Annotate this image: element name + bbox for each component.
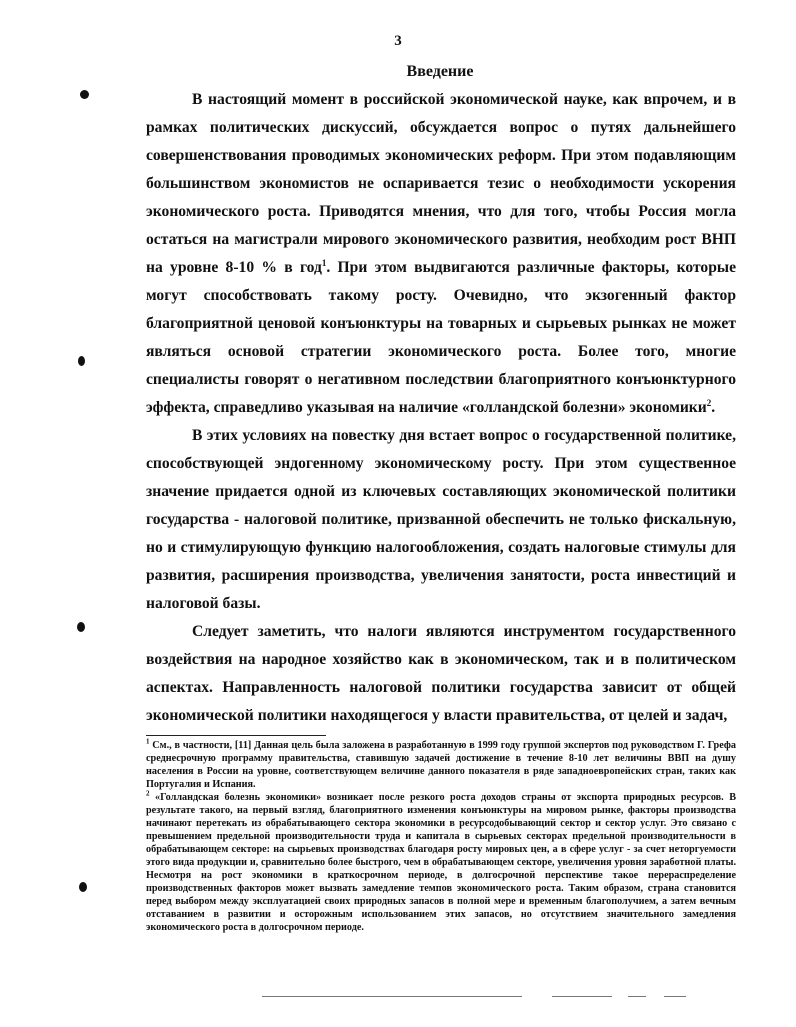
- page-number: 3: [394, 33, 402, 49]
- binding-hole-mark: [80, 90, 89, 99]
- footnote-1: [146, 739, 736, 791]
- paragraph-2: В этих условиях на повестку дня встает вопрос о государственной политике, способствующей эндогенному экономическому росту. При этом существенное значение придается одной из ключевых составляющих экономической политики государства - налоговой политике, призванной обеспечить не только фискальную, но и стимулирующую функцию налогообложения, создать налоговые стимулы для развития, расширения производства, увеличения занятости, роста инвестиций и налоговой базы.: [146, 427, 736, 612]
- page-title: Введение: [406, 63, 474, 80]
- paragraph-1-text-middle: . При этом выдвигаются различные факторы, которые могут способствовать такому росту. Очевидно, что экзогенный фактор благоприятной ценовой конъюнктуры на товарных и сырьевых рынках не может являться основой стратегии экономического роста. Более того, многие специалисты говорят о негативном последствии благоприятного конъюнктурного эффекта, справедливо указывая на наличие «голландской болезни» экономики: [146, 259, 736, 416]
- main-text: [146, 86, 736, 730]
- binding-hole-mark: [79, 882, 87, 892]
- scan-artifact-line: [262, 996, 522, 997]
- paragraph-1-text-before: В настоящий момент в российской экономической науке, как впрочем, и в рамках политических дискуссий, обсуждается вопрос о путях дальнейшего совершенствования проводимых экономических реформ. При этом подавляющим большинством экономистов не оспаривается тезис о необходимости ускорения экономического роста. Приводятся мнения, что для того, чтобы Россия могла остаться на магистрали мирового экономического развития, необходим рост ВНП на уровне 8-10 % в год: [146, 91, 736, 276]
- footnote-ref-1: 1: [321, 257, 327, 268]
- scan-artifact-line: [664, 996, 686, 997]
- scan-artifact-line: [552, 996, 612, 997]
- scan-artifact-line: [628, 996, 646, 997]
- footnote-2: [146, 791, 736, 934]
- paragraph-3: Следует заметить, что налоги являются инструментом государственного воздействия на народное хозяйство как в экономическом, так и в политическом аспектах. Направленность налоговой политики государства зависит от общей экономической политики находящегося у власти правительства, от целей и задач,: [146, 623, 736, 724]
- binding-hole-mark: [78, 356, 85, 366]
- footnote-2-mark: 2: [146, 789, 150, 798]
- footnotes: [146, 739, 736, 934]
- footnote-1-text: См., в частности, [11] Данная цель была заложена в разработанную в 1999 году группой экспертов под руководством Г. Грефа среднесрочную программу правительства, ставившую задачей достижение в течение 8-10 лет величины ВВП на душу населения в России на уровне, соответствующем величине данного показателя в ряде западноевропейских стран, таких как Португалия и Испания.: [146, 740, 736, 790]
- footnote-2-text: «Голландская болезнь экономики» возникает после резкого роста доходов страны от экспорта природных ресурсов. В результате такого, на первый взгляд, благоприятного изменения конъюнктуры на мировом рынке, факторы производства начинают перетекать из обрабатывающего сектора экономики в ресурсодобывающий сектор и сектор услуг. Это связано с превышением предельной производительности труда и капитала в сырьевых секторах предельной производительности в обрабатывающем секторе: на сырьевых производствах благодаря росту мировых цен, а в сфере услуг - за счет неторгуемости этого вида продукции и, сравнительно более быстрого, чем в обрабатывающем секторе, увеличения уровня заработной платы. Несмотря на рост экономики в краткосрочном периоде, в долгосрочной перспективе такое перераспределение производственных факторов может вызвать замедление темпов экономического роста. Таким образом, страна становится перед выбором между эксплуатацией своих природных запасов в полной мере и временным благополучием, а затем вечным отставанием в развитии и осторожным использованием этих запасов, но отсутствием значительного замедления экономического роста в долгосрочном периоде.: [146, 792, 736, 933]
- footnote-1-mark: 1: [146, 737, 150, 746]
- footnote-separator: [146, 735, 326, 736]
- paragraph-1-text-after: .: [711, 399, 716, 416]
- paragraph-1: [146, 86, 736, 422]
- binding-hole-mark: [77, 622, 85, 632]
- footnote-ref-2: 2: [706, 397, 712, 408]
